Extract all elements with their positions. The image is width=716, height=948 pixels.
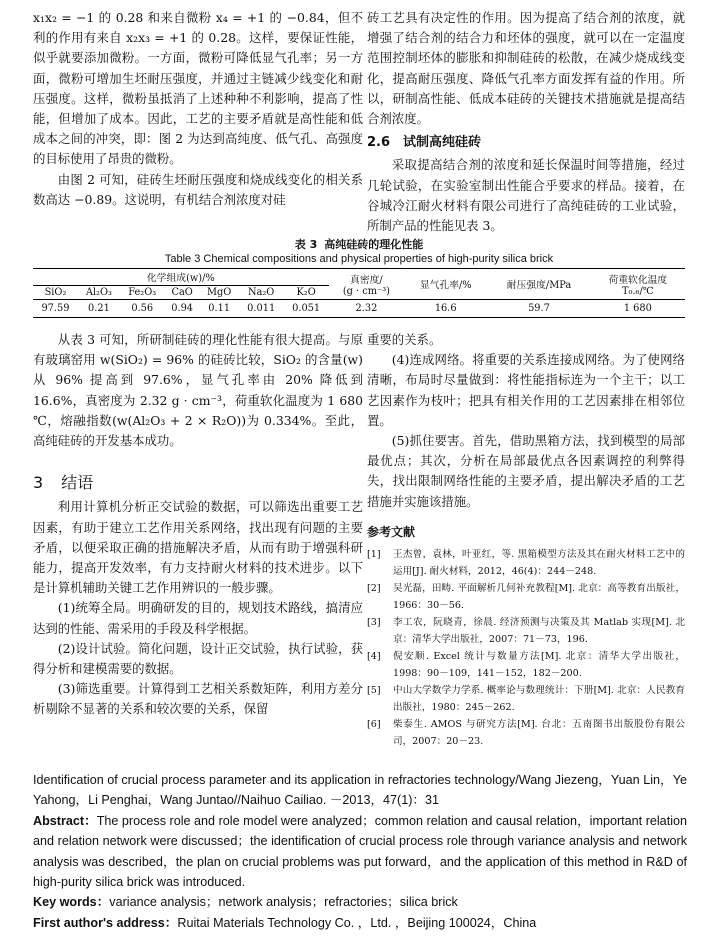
reference-number: [3] xyxy=(367,617,381,629)
porosity-header: 显气孔率/% xyxy=(404,269,487,300)
column-header: CaO xyxy=(171,287,193,298)
reference-number: [1] xyxy=(367,549,381,561)
section-heading-2-6: 2.6 试制高纯硅砖 xyxy=(367,135,482,151)
column-header: K₂O xyxy=(296,287,316,298)
references-heading: 参考文献 xyxy=(367,524,416,539)
table-cell: 0.11 xyxy=(200,300,239,318)
softening-unit: T₀.₆/℃ xyxy=(621,285,654,297)
keywords xyxy=(33,892,687,912)
reference-number: [2] xyxy=(367,583,381,595)
section-number: 3 xyxy=(33,473,44,493)
softening-header xyxy=(591,269,685,300)
reference-text: 柴泰生. AMOS 与研究方法[M]. 台北：五南图书出版股份有限公司，2007：20－23. xyxy=(393,719,685,748)
column-header: SiO₂ xyxy=(44,287,67,298)
step-paragraph: (2)设计试验。简化问题，设计正交试验，执行试验，获得分析和建模需要的数据。 xyxy=(33,640,363,677)
reference-item xyxy=(367,716,685,750)
reference-text: 李工农，阮晓青，徐晨. 经济预测与决策及其 Matlab 实现[M]. 北京：清华大学出版社，2007：71－73，196. xyxy=(393,617,685,646)
table-cell: 2.32 xyxy=(329,300,405,318)
table-caption-en: Table 3 Chemical compositions and physical properties of high-purity silica brick xyxy=(164,253,554,265)
author-address xyxy=(33,913,687,933)
section-heading-3 xyxy=(33,473,363,493)
softening-label: 荷重软化温度 xyxy=(608,274,668,286)
body-paragraph: 重要的关系。 xyxy=(367,332,442,347)
reference-number: [5] xyxy=(367,685,381,697)
table-cell: 0.56 xyxy=(120,300,165,318)
reference-item xyxy=(367,682,685,716)
left-column-top xyxy=(33,8,363,210)
table-caption-cn xyxy=(33,238,685,252)
reference-list xyxy=(367,546,685,750)
reference-text: 吴光磊，田畴. 平面解析几何补充教程[M]. 北京：高等教育出版社，1966：30－56. xyxy=(393,583,685,612)
reference-text: 中山大学数学力学系. 概率论与数理统计：下册[M]. 北京：人民教育出版社，1980：245－262. xyxy=(393,685,685,714)
table-cell: 59.7 xyxy=(487,300,590,318)
table-cell: 1 680 xyxy=(591,300,685,318)
right-column-bottom xyxy=(367,330,685,750)
table-cell: 97.59 xyxy=(33,300,78,318)
reference-number: [6] xyxy=(367,719,381,731)
abstract-text: The process role and role model were analyzed；common relation and causal relation，important relation and relation network were discussed；the identification of crucial process role through variance analysis and network analysis was described，the plan on crucial problems was put forward，and the application of this method in R&D of high-purity silica brick was introduced. xyxy=(33,813,687,890)
right-column-top xyxy=(367,8,685,236)
reference-item xyxy=(367,614,685,648)
body-paragraph: 利用计算机分析正交试验的数据，可以筛选出重要工艺因素，有助于建立工艺作用关系网络，找出现有问题的主要矛盾，以便采取正确的措施解决矛盾，从而有助于增强科研能力，提高开发效率，有力支持耐火材料的技术进步。以下是计算机辅助关键工艺作用辨识的一般步骤。 xyxy=(33,499,363,596)
chemical-composition-header: 化学组成(w)/% xyxy=(33,269,329,286)
body-paragraph: 从表 3 可知，所研制硅砖的理化性能有很大提高。与原有玻璃窑用 w(SiO₂) = 96% 的硅砖比较，SiO₂ 的含量(w)从 96% 提高到 97.6%，显气孔率由 20% 降低到 16.6%，真密度为 2.32 g · cm⁻³，荷重软化温度为 1 680 ℃，熔融指数(w(Al₂O₃ + 2 × R₂O))为 0.334%。至此，高纯硅砖的开发基本成功。 xyxy=(33,332,363,449)
step-paragraph: (4)连成网络。将重要的关系连接成网络。为了使网络清晰，布局时尽量做到：将性能指标连为一个主干；以工艺因素作为枝叶；把具有相关作用的工艺因素排在相邻位置。 xyxy=(367,352,685,428)
abstract-title: Identification of crucial process parameter and its application in refractories technology/Wang Jiezeng，Yuan Lin，Ye Yahong，Li Penghai，Wang Juntao//Naihuo Cailiao. －2013，47(1)：31 xyxy=(33,773,687,808)
left-column-bottom xyxy=(33,330,363,720)
table-cell: 16.6 xyxy=(404,300,487,318)
density-label: 真密度/ xyxy=(350,274,383,286)
density-header xyxy=(329,269,405,300)
reference-item xyxy=(367,580,685,614)
keywords-text: variance analysis；network analysis；refractories；silica brick xyxy=(109,895,458,910)
body-paragraph: 砖工艺具有决定性的作用。因为提高了结合剂的浓度，就增强了结合剂的结合力和坯体的强度，就可以在一定温度范围控制坯体的膨胀和抑制硅砖的松散，在减少烧成线变化，提高耐压强度、降低气孔率方面发挥有益的作用。所以，研制高性能、低成本硅砖的关键技术措施就是提高结合剂浓度。 xyxy=(367,10,685,127)
abstract-body xyxy=(33,811,687,893)
english-abstract xyxy=(33,770,687,933)
column-header: Fe₂O₃ xyxy=(128,287,157,298)
density-unit: (g · cm⁻³) xyxy=(342,285,390,297)
column-header: MgO xyxy=(206,287,232,298)
author-address-label: First author's address： xyxy=(33,915,178,930)
table-cell: 0.94 xyxy=(165,300,200,318)
reference-item xyxy=(367,648,685,682)
column-header: Na₂O xyxy=(247,287,275,298)
step-paragraph: (5)抓住要害。首先，借助黑箱方法，找到模型的局部最优点；其次，分析在局部最优点各因素调控的利弊得失，找出限制网络性能的主要矛盾，提出解决矛盾的工艺措施并实施该措施。 xyxy=(367,433,685,509)
table-number: 表 3 xyxy=(294,238,318,251)
step-paragraph: (3)筛选重要。计算得到工艺相关系数矩阵，利用方差分析剔除不显著的关系和较次要的关系，保留 xyxy=(33,681,363,717)
table-cell: 0.21 xyxy=(78,300,120,318)
abstract-label: Abstract： xyxy=(33,813,97,828)
section-title: 结语 xyxy=(61,473,94,493)
table-cell: 0.011 xyxy=(239,300,284,318)
table-title: 高纯硅砖的理化性能 xyxy=(324,238,424,251)
table-3 xyxy=(33,238,685,318)
properties-table xyxy=(33,268,685,318)
table-cell: 0.051 xyxy=(284,300,329,318)
reference-text: 王杰曾，袁林，叶亚红，等. 黑箱模型方法及其在耐火材料工艺中的运用[J]. 耐火材料，2012，46(4)：244－248. xyxy=(393,549,685,578)
body-paragraph: 由图 2 可知，硅砖生坯耐压强度和烧成线变化的相关系数高达 −0.89。这说明，有机结合剂浓度对硅 xyxy=(33,171,363,207)
keywords-label: Key words： xyxy=(33,895,110,910)
column-header: Al₂O₃ xyxy=(85,287,112,298)
reference-number: [4] xyxy=(367,651,381,663)
reference-item xyxy=(367,546,685,580)
strength-header: 耐压强度/MPa xyxy=(487,269,590,300)
step-paragraph: (1)统筹全局。明确研发的目的，规划技术路线，搞清应达到的性能、需采用的手段及科学根据。 xyxy=(33,600,363,636)
table-row xyxy=(33,300,685,318)
author-address-text: Ruitai Materials Technology Co. ，Ltd. ，Beijing 100024，China xyxy=(177,915,537,930)
body-paragraph: 采取提高结合剂的浓度和延长保温时间等措施，经过几轮试验，在实验室制出性能合乎要求的样品。接着，在谷城冷江耐火材料有限公司进行了高纯硅砖的工业试验，所制产品的性能见表 3。 xyxy=(367,157,685,234)
reference-text: 倪安顺. Excel 统计与数量方法[M]. 北京：清华大学出版社，1998：90－109，141－152，182－200. xyxy=(393,651,685,680)
body-paragraph: x₁x₂ = −1 的 0.28 和来自微粉 x₄ = +1 的 −0.84，但不利的作用有来自 x₂x₃ = +1 的 0.28。这样，要保证性能，似乎就要添加微粉。一方面，微粉可降低显气孔率；另一方面，微粉可增加生坯耐压强度，并通过主链减少线变化和耐压强度。这样，微粉虽抵消了上述种种不利影响，提高了性能，但增加了成本。因此，工艺的主要矛盾就是高性能和低成本之间的冲突，即：图 2 为达到高纯度、低气孔、高强度的目标使用了昂贵的微粉。 xyxy=(33,10,363,167)
